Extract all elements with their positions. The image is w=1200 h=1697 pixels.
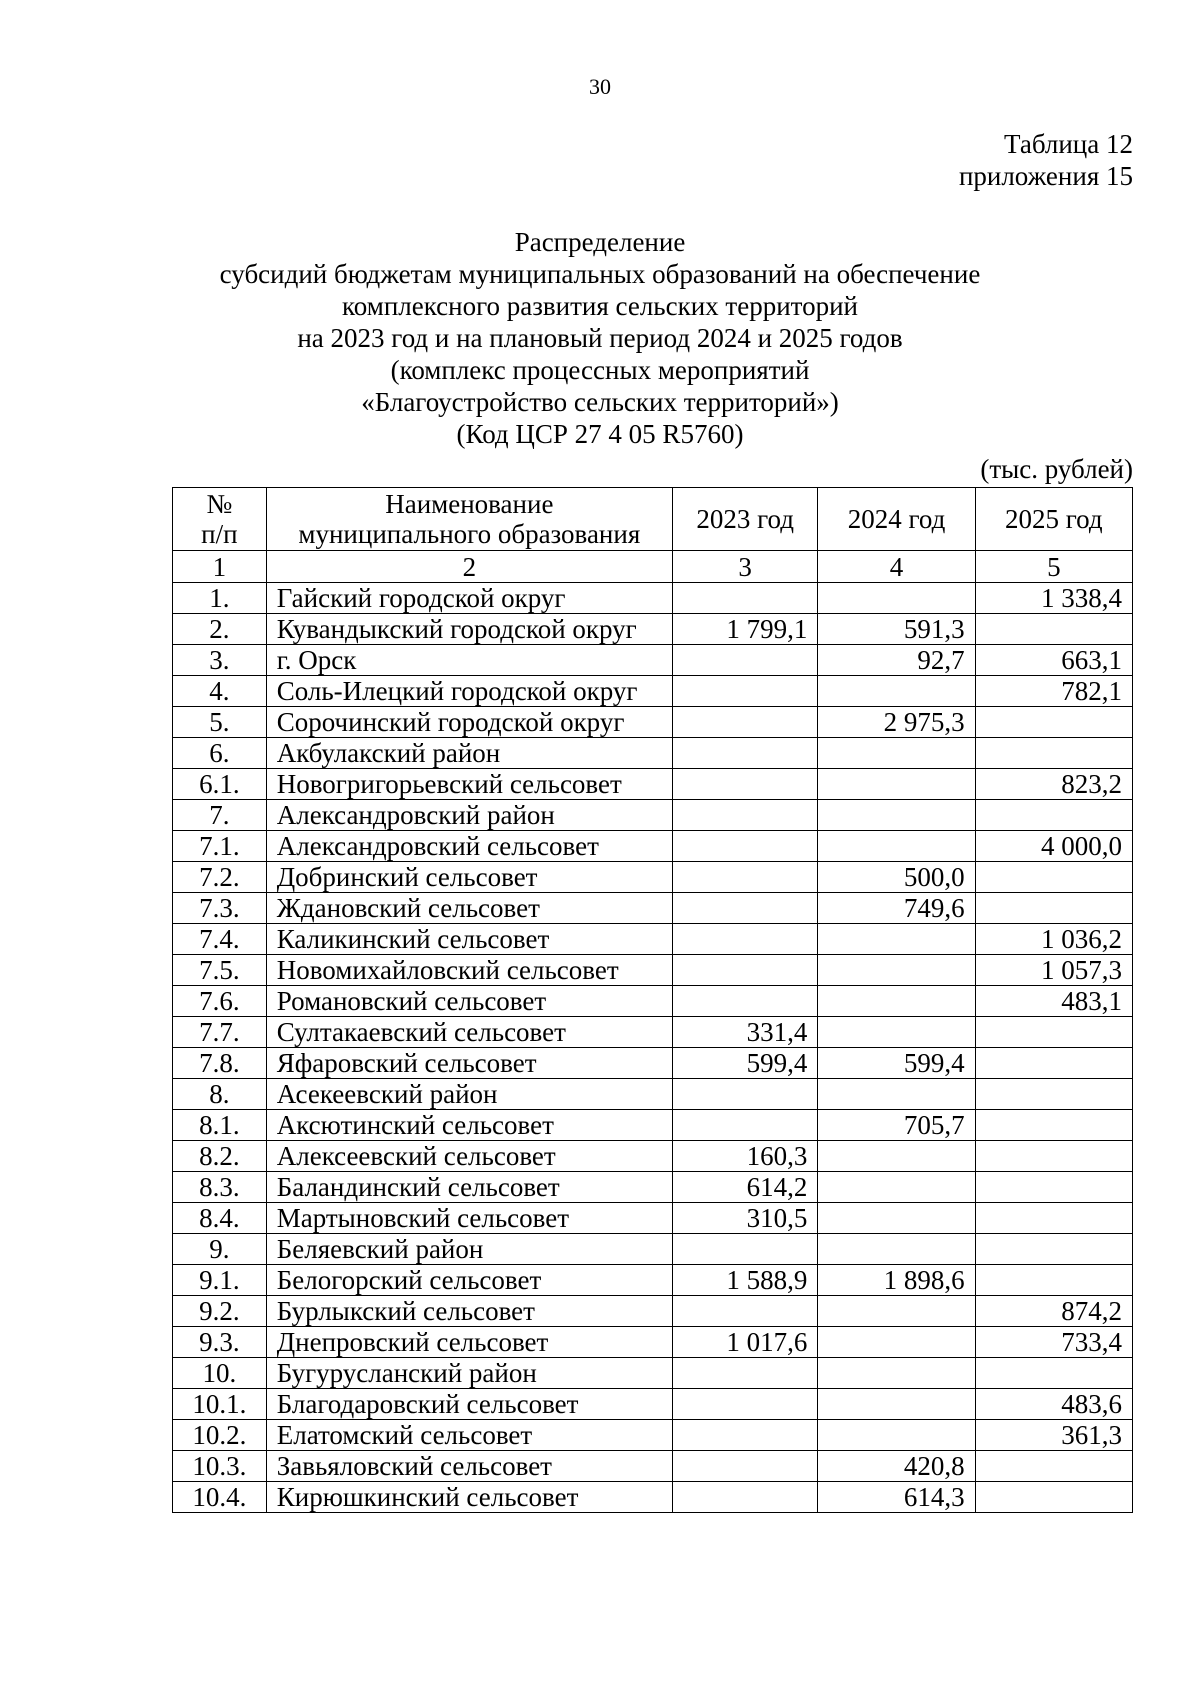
value-2023 <box>672 1110 817 1141</box>
table-row <box>173 583 1133 614</box>
value-2023 <box>672 1358 817 1389</box>
municipality-name: Романовский сельсовет <box>266 986 672 1017</box>
row-number: 3. <box>173 645 267 676</box>
table-row <box>173 1265 1133 1296</box>
row-number: 7.5. <box>173 955 267 986</box>
value-2024: 420,8 <box>818 1451 975 1482</box>
value-2025 <box>975 1358 1132 1389</box>
value-2023 <box>672 1389 817 1420</box>
value-2024 <box>818 583 975 614</box>
value-2024 <box>818 1420 975 1451</box>
value-2024 <box>818 986 975 1017</box>
table-row <box>173 1296 1133 1327</box>
value-2024: 2 975,3 <box>818 707 975 738</box>
table-row <box>173 738 1133 769</box>
value-2024: 705,7 <box>818 1110 975 1141</box>
value-2025 <box>975 1203 1132 1234</box>
table-body <box>173 551 1133 1513</box>
value-2025 <box>975 1141 1132 1172</box>
table-row <box>173 955 1133 986</box>
value-2024 <box>818 1358 975 1389</box>
municipality-name: Днепровский сельсовет <box>266 1327 672 1358</box>
value-2025: 733,4 <box>975 1327 1132 1358</box>
row-number: 9.2. <box>173 1296 267 1327</box>
value-2023: 614,2 <box>672 1172 817 1203</box>
header-2024: 2024 год <box>818 488 975 551</box>
value-2025: 1 036,2 <box>975 924 1132 955</box>
value-2024 <box>818 955 975 986</box>
row-number: 4. <box>173 676 267 707</box>
row-number: 7.4. <box>173 924 267 955</box>
value-2023 <box>672 800 817 831</box>
page-number: 30 <box>589 74 611 99</box>
row-number: 10.4. <box>173 1482 267 1513</box>
header-name-line2: муниципального образования <box>298 519 641 549</box>
municipality-name: Благодаровский сельсовет <box>266 1389 672 1420</box>
table-row <box>173 1048 1133 1079</box>
row-number: 8.2. <box>173 1141 267 1172</box>
value-2025 <box>975 1482 1132 1513</box>
table-row <box>173 614 1133 645</box>
row-number: 7.3. <box>173 893 267 924</box>
municipality-name: Сорочинский городской округ <box>266 707 672 738</box>
value-2024 <box>818 800 975 831</box>
value-2023 <box>672 1482 817 1513</box>
value-2023 <box>672 924 817 955</box>
title-line4: на 2023 год и на плановый период 2024 и 2025 годов <box>297 323 903 353</box>
value-2024: 500,0 <box>818 862 975 893</box>
municipality-name: Ждановский сельсовет <box>266 893 672 924</box>
header-2023: 2023 год <box>672 488 817 551</box>
municipality-name: Соль-Илецкий городской округ <box>266 676 672 707</box>
column-number: 2 <box>266 551 672 583</box>
value-2025: 361,3 <box>975 1420 1132 1451</box>
value-2024 <box>818 1203 975 1234</box>
value-2023 <box>672 707 817 738</box>
title-line5: (комплекс процессных мероприятий <box>390 355 810 385</box>
municipality-name: Завьяловский сельсовет <box>266 1451 672 1482</box>
value-2023: 331,4 <box>672 1017 817 1048</box>
header-row <box>173 488 1133 551</box>
title-line3: комплексного развития сельских территорий <box>342 291 858 321</box>
municipality-name: Кувандыкский городской округ <box>266 614 672 645</box>
value-2024 <box>818 924 975 955</box>
table-row <box>173 1203 1133 1234</box>
row-number: 8.4. <box>173 1203 267 1234</box>
value-2023 <box>672 893 817 924</box>
row-number: 8.1. <box>173 1110 267 1141</box>
table-row <box>173 1079 1133 1110</box>
value-2024 <box>818 1234 975 1265</box>
document-title <box>0 226 1200 450</box>
value-2025 <box>975 1048 1132 1079</box>
value-2023 <box>672 645 817 676</box>
table-reference-line1: Таблица 12 <box>1004 129 1133 159</box>
value-2025 <box>975 1017 1132 1048</box>
header-name <box>266 488 672 551</box>
row-number: 9. <box>173 1234 267 1265</box>
municipality-name: Бурлыкский сельсовет <box>266 1296 672 1327</box>
row-number: 7.1. <box>173 831 267 862</box>
table-row <box>173 1234 1133 1265</box>
title-line1: Распределение <box>514 227 686 257</box>
row-number: 5. <box>173 707 267 738</box>
value-2023 <box>672 583 817 614</box>
row-number: 7.7. <box>173 1017 267 1048</box>
value-2024: 599,4 <box>818 1048 975 1079</box>
value-2025 <box>975 862 1132 893</box>
value-2023: 1 017,6 <box>672 1327 817 1358</box>
header-num-line2: п/п <box>201 519 238 549</box>
value-2023 <box>672 862 817 893</box>
value-2025: 483,6 <box>975 1389 1132 1420</box>
table-reference-line2: приложения 15 <box>958 161 1133 191</box>
row-number: 8. <box>173 1079 267 1110</box>
value-2025: 1 057,3 <box>975 955 1132 986</box>
value-2025 <box>975 1172 1132 1203</box>
table-row <box>173 1451 1133 1482</box>
value-2024 <box>818 1296 975 1327</box>
table-row <box>173 1141 1133 1172</box>
value-2025 <box>975 893 1132 924</box>
value-2024: 591,3 <box>818 614 975 645</box>
value-2025: 483,1 <box>975 986 1132 1017</box>
table-row <box>173 986 1133 1017</box>
value-2023 <box>672 955 817 986</box>
table-row <box>173 831 1133 862</box>
municipality-name: Белогорский сельсовет <box>266 1265 672 1296</box>
value-2023: 1 799,1 <box>672 614 817 645</box>
table-row <box>173 1110 1133 1141</box>
table-row <box>173 1482 1133 1513</box>
municipality-name: Новогригорьевский сельсовет <box>266 769 672 800</box>
value-2025 <box>975 1110 1132 1141</box>
value-2024 <box>818 1141 975 1172</box>
value-2023: 1 588,9 <box>672 1265 817 1296</box>
value-2023 <box>672 676 817 707</box>
row-number: 9.3. <box>173 1327 267 1358</box>
value-2023: 599,4 <box>672 1048 817 1079</box>
value-2024 <box>818 1327 975 1358</box>
table-row <box>173 1327 1133 1358</box>
municipality-name: Аксютинский сельсовет <box>266 1110 672 1141</box>
municipality-name: Мартыновский сельсовет <box>266 1203 672 1234</box>
value-2023: 160,3 <box>672 1141 817 1172</box>
row-number: 7.6. <box>173 986 267 1017</box>
value-2025 <box>975 707 1132 738</box>
value-2025: 782,1 <box>975 676 1132 707</box>
header-num <box>173 488 267 551</box>
value-2025: 874,2 <box>975 1296 1132 1327</box>
municipality-name: Беляевский район <box>266 1234 672 1265</box>
value-2024: 1 898,6 <box>818 1265 975 1296</box>
value-2024 <box>818 676 975 707</box>
municipality-name: Новомихайловский сельсовет <box>266 955 672 986</box>
title-line6: «Благоустройство сельских территорий») <box>361 387 839 417</box>
row-number: 7. <box>173 800 267 831</box>
column-number: 3 <box>672 551 817 583</box>
table-reference <box>959 128 1133 192</box>
row-number: 10.3. <box>173 1451 267 1482</box>
row-number: 8.3. <box>173 1172 267 1203</box>
value-2025: 4 000,0 <box>975 831 1132 862</box>
value-2024 <box>818 1172 975 1203</box>
table-row <box>173 800 1133 831</box>
municipality-name: Бугурусланский район <box>266 1358 672 1389</box>
value-2025 <box>975 1451 1132 1482</box>
units-label: (тыс. рублей) <box>980 454 1133 484</box>
subsidy-table <box>172 487 1133 1513</box>
row-number: 7.8. <box>173 1048 267 1079</box>
table-row <box>173 676 1133 707</box>
value-2024: 614,3 <box>818 1482 975 1513</box>
column-number-row <box>173 551 1133 583</box>
municipality-name: Кирюшкинский сельсовет <box>266 1482 672 1513</box>
value-2024 <box>818 1389 975 1420</box>
table-row <box>173 1358 1133 1389</box>
table-row <box>173 707 1133 738</box>
value-2023: 310,5 <box>672 1203 817 1234</box>
row-number: 1. <box>173 583 267 614</box>
municipality-name: Асекеевский район <box>266 1079 672 1110</box>
table-row <box>173 893 1133 924</box>
value-2025 <box>975 1265 1132 1296</box>
row-number: 6. <box>173 738 267 769</box>
row-number: 6.1. <box>173 769 267 800</box>
row-number: 7.2. <box>173 862 267 893</box>
value-2024 <box>818 769 975 800</box>
value-2024 <box>818 738 975 769</box>
value-2025 <box>975 1079 1132 1110</box>
municipality-name: Каликинский сельсовет <box>266 924 672 955</box>
value-2025 <box>975 614 1132 645</box>
row-number: 10.2. <box>173 1420 267 1451</box>
table-row <box>173 1420 1133 1451</box>
value-2023 <box>672 1234 817 1265</box>
table-row <box>173 924 1133 955</box>
header-name-line1: Наименование <box>385 489 554 519</box>
table-row <box>173 769 1133 800</box>
municipality-name: Яфаровский сельсовет <box>266 1048 672 1079</box>
value-2023 <box>672 769 817 800</box>
header-2025: 2025 год <box>975 488 1132 551</box>
value-2024: 92,7 <box>818 645 975 676</box>
column-number: 4 <box>818 551 975 583</box>
municipality-name: Гайский городской округ <box>266 583 672 614</box>
value-2024 <box>818 1079 975 1110</box>
title-line7: (Код ЦСР 27 4 05 R5760) <box>456 419 744 449</box>
municipality-name: Александровский сельсовет <box>266 831 672 862</box>
municipality-name: Александровский район <box>266 800 672 831</box>
value-2024 <box>818 831 975 862</box>
table-row <box>173 1389 1133 1420</box>
municipality-name: Султакаевский сельсовет <box>266 1017 672 1048</box>
column-number: 1 <box>173 551 267 583</box>
municipality-name: г. Орск <box>266 645 672 676</box>
value-2025 <box>975 738 1132 769</box>
value-2023 <box>672 1079 817 1110</box>
municipality-name: Акбулакский район <box>266 738 672 769</box>
value-2023 <box>672 1420 817 1451</box>
value-2025: 823,2 <box>975 769 1132 800</box>
municipality-name: Елатомский сельсовет <box>266 1420 672 1451</box>
value-2025 <box>975 800 1132 831</box>
value-2025: 1 338,4 <box>975 583 1132 614</box>
value-2025: 663,1 <box>975 645 1132 676</box>
value-2023 <box>672 738 817 769</box>
value-2024: 749,6 <box>818 893 975 924</box>
value-2023 <box>672 831 817 862</box>
row-number: 10. <box>173 1358 267 1389</box>
row-number: 10.1. <box>173 1389 267 1420</box>
municipality-name: Алексеевский сельсовет <box>266 1141 672 1172</box>
table-row <box>173 862 1133 893</box>
table-row <box>173 1172 1133 1203</box>
value-2023 <box>672 1451 817 1482</box>
municipality-name: Баландинский сельсовет <box>266 1172 672 1203</box>
municipality-name: Добринский сельсовет <box>266 862 672 893</box>
header-num-line1: № <box>206 489 233 519</box>
row-number: 9.1. <box>173 1265 267 1296</box>
column-number: 5 <box>975 551 1132 583</box>
value-2023 <box>672 986 817 1017</box>
value-2023 <box>672 1296 817 1327</box>
table-row <box>173 645 1133 676</box>
value-2025 <box>975 1234 1132 1265</box>
value-2024 <box>818 1017 975 1048</box>
table-row <box>173 1017 1133 1048</box>
table-header <box>173 488 1133 551</box>
row-number: 2. <box>173 614 267 645</box>
title-line2: субсидий бюджетам муниципальных образований на обеспечение <box>219 259 981 289</box>
